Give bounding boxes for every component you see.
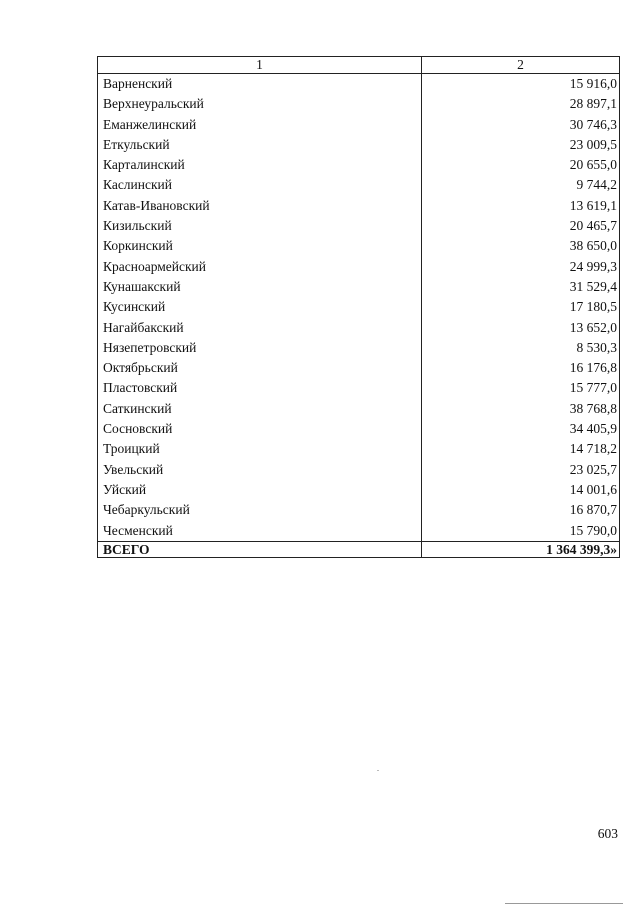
table-header-row bbox=[98, 57, 620, 74]
district-value: 38 650,0 bbox=[422, 236, 620, 256]
table-row bbox=[98, 480, 620, 500]
district-value: 9 744,2 bbox=[422, 175, 620, 195]
table-row bbox=[98, 257, 620, 277]
district-value: 24 999,3 bbox=[422, 257, 620, 277]
district-value: 20 655,0 bbox=[422, 155, 620, 175]
total-row bbox=[98, 541, 620, 557]
table-row bbox=[98, 216, 620, 236]
column-2-header: 2 bbox=[422, 57, 620, 74]
district-name: Верхнеуральский bbox=[98, 94, 422, 114]
table-row bbox=[98, 521, 620, 542]
district-value: 15 916,0 bbox=[422, 74, 620, 95]
table-row bbox=[98, 74, 620, 95]
total-value: 1 364 399,3» bbox=[422, 541, 620, 557]
district-name: Чебаркульский bbox=[98, 500, 422, 520]
table-row bbox=[98, 358, 620, 378]
district-name: Чесменский bbox=[98, 521, 422, 542]
district-name: Нязепетровский bbox=[98, 338, 422, 358]
table-row bbox=[98, 439, 620, 459]
district-value: 15 777,0 bbox=[422, 378, 620, 398]
district-name: Сосновский bbox=[98, 419, 422, 439]
district-name: Кунашакский bbox=[98, 277, 422, 297]
district-value: 20 465,7 bbox=[422, 216, 620, 236]
district-name: Нагайбакский bbox=[98, 318, 422, 338]
district-value: 15 790,0 bbox=[422, 521, 620, 542]
table-row bbox=[98, 175, 620, 195]
table-body bbox=[98, 74, 620, 558]
district-value: 17 180,5 bbox=[422, 297, 620, 317]
district-name: Катав-Ивановский bbox=[98, 196, 422, 216]
district-name: Уйский bbox=[98, 480, 422, 500]
district-value: 16 176,8 bbox=[422, 358, 620, 378]
district-name: Кусинский bbox=[98, 297, 422, 317]
district-name: Карталинский bbox=[98, 155, 422, 175]
budget-table bbox=[97, 56, 620, 558]
district-value: 13 652,0 bbox=[422, 318, 620, 338]
district-value: 23 025,7 bbox=[422, 460, 620, 480]
page-number: 603 bbox=[597, 826, 618, 841]
table-row bbox=[98, 115, 620, 135]
table-row bbox=[98, 196, 620, 216]
column-1-header: 1 bbox=[98, 57, 422, 74]
district-name: Октябрьский bbox=[98, 358, 422, 378]
district-value: 28 897,1 bbox=[422, 94, 620, 114]
total-label: ВСЕГО bbox=[98, 541, 422, 557]
district-name: Увельский bbox=[98, 460, 422, 480]
district-name: Еманжелинский bbox=[98, 115, 422, 135]
table-row bbox=[98, 94, 620, 114]
table-row bbox=[98, 399, 620, 419]
district-name: Кизильский bbox=[98, 216, 422, 236]
table-row bbox=[98, 500, 620, 520]
district-value: 34 405,9 bbox=[422, 419, 620, 439]
district-value: 30 746,3 bbox=[422, 115, 620, 135]
district-name: Саткинский bbox=[98, 399, 422, 419]
district-value: 23 009,5 bbox=[422, 135, 620, 155]
district-name: Коркинский bbox=[98, 236, 422, 256]
table-row bbox=[98, 135, 620, 155]
table-row bbox=[98, 338, 620, 358]
district-value: 14 001,6 bbox=[422, 480, 620, 500]
district-name: Пластовский bbox=[98, 378, 422, 398]
table-row bbox=[98, 460, 620, 480]
footer-rule bbox=[505, 903, 623, 904]
table-row bbox=[98, 236, 620, 256]
district-value: 14 718,2 bbox=[422, 439, 620, 459]
district-value: 31 529,4 bbox=[422, 277, 620, 297]
district-value: 16 870,7 bbox=[422, 500, 620, 520]
district-name: Еткульский bbox=[98, 135, 422, 155]
table-row bbox=[98, 277, 620, 297]
district-name: Каслинский bbox=[98, 175, 422, 195]
table-row bbox=[98, 297, 620, 317]
table-row bbox=[98, 378, 620, 398]
district-name: Варненский bbox=[98, 74, 422, 95]
table-row bbox=[98, 318, 620, 338]
district-value: 38 768,8 bbox=[422, 399, 620, 419]
table-row bbox=[98, 419, 620, 439]
district-name: Троицкий bbox=[98, 439, 422, 459]
scan-speck bbox=[377, 770, 379, 771]
table-row bbox=[98, 155, 620, 175]
district-value: 13 619,1 bbox=[422, 196, 620, 216]
district-name: Красноармейский bbox=[98, 257, 422, 277]
district-value: 8 530,3 bbox=[422, 338, 620, 358]
